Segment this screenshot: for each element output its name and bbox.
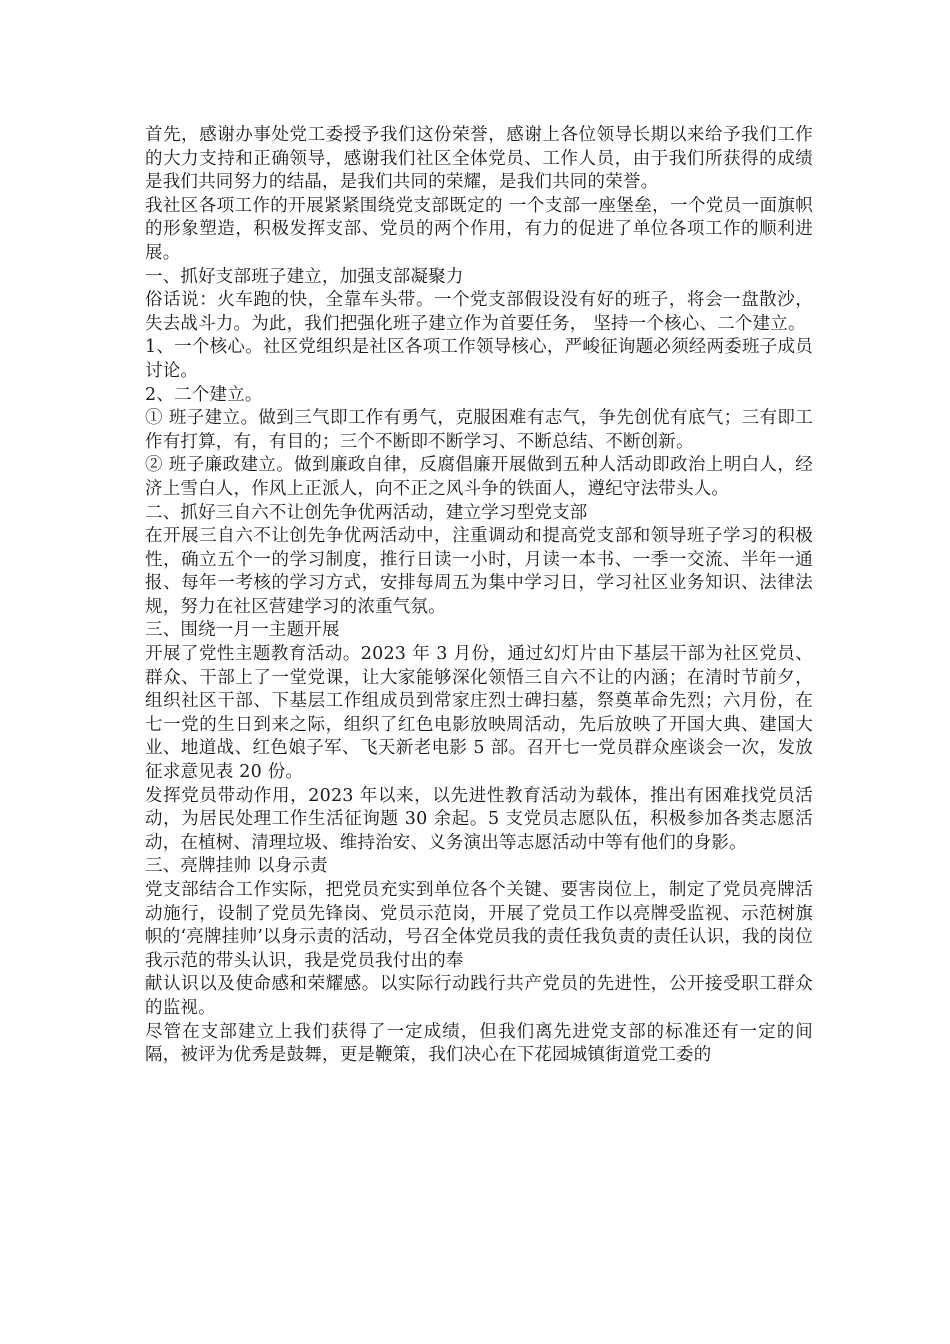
section-heading-3: 三、围绕一月一主题开展 <box>145 620 340 641</box>
section-heading-1: 一、抓好支部班子建立，加强支部凝聚力 <box>145 266 464 287</box>
paragraph-section-3: 开展了党性主题教育活动。2023 年 3 月份，通过幻灯片由下基层干部为社区党员、群众、干部上了一堂党课，让大家能够深化领悟三自六不让的内涵；在清时节前夕，组织社区干部、下基层工作组成员到常家庄烈士碑扫墓，祭奠革命先烈；六月份，在七一党的生日到来之际，组织了红色电影放映周活动，先后放映了开国大典、建国大业、地道战、红色娘子军、飞天新老电影 5 部。召开七一党员群众座谈会一次，发放征求意见表 20 份。 <box>145 644 813 783</box>
section-heading-4: 三、亮牌挂帅 以身示责 <box>145 856 328 877</box>
paragraph-conclusion: 尽管在支部建立上我们获得了一定成绩，但我们离先进党支部的标准还有一定的间隔，被评为优秀是鼓舞，更是鞭策，我们决心在下花园城镇街道党工委的 <box>145 1021 813 1066</box>
paragraph-section-1: 俗话说：火车跑的快，全靠车头带。一个党支部假设没有好的班子，将会一盘散沙，失去战斗力。为此，我们把强化班子建立作为首要任务， 坚持一个核心、二个建立。 <box>145 290 813 334</box>
paragraph-two-builds: 2、二个建立。 <box>145 384 263 405</box>
paragraph-section-4: 党支部结合工作实际，把党员充实到单位各个关键、要害岗位上，制定了党员亮牌活动施行，设制了党员先锋岗、党员示范岗，开展了党员工作以亮牌受监视、示范树旗帜的‘亮牌挂帅’以身示责的活动，号召全体党员我的责任我负责的责任认识，我的岗位我示范的带头认识，我是党员我付出的奉 <box>145 880 813 971</box>
paragraph-integrity-building: ② 班子廉政建立。做到廉政自律，反腐倡廉开展做到五种人活动即政治上明白人，经济上雪白人，作风上正派人，向不正之风斗争的铁面人，遵纪守法带头人。 <box>145 455 813 499</box>
paragraph-section-4-cont: 献认识以及使命感和荣耀感。以实际行动践行共产党员的先进性，公开接受职工群众的监视。 <box>145 974 813 1018</box>
section-heading-2: 二、抓好三自六不让创先争优两活动，建立学习型党支部 <box>145 502 588 523</box>
paragraph-section-2: 在开展三自六不让创先争优两活动中，注重调动和提高党支部和领导班子学习的积极性，确立五个一的学习制度，推行日读一小时，月读一本书、一季一交流、半年一通报、每年一考核的学习方式，安排每周五为集中学习日，学习社区业务知识、法律法规，努力在社区营建学习的浓重气氛。 <box>145 526 813 617</box>
document-body <box>145 124 813 1068</box>
paragraph-one-core: 1、一个核心。社区党组织是社区各项工作领导核心，严峻征询题必须经两委班子成员讨论。 <box>145 337 813 381</box>
paragraph-thanks: 首先，感谢办事处党工委授予我们这份荣誉，感谢上各位领导长期以来给予我们工作的大力支持和正确领导，感谢我们社区全体党员、工作人员，由于我们所获得的成绩是我们共同努力的结晶，是我们共同的荣耀，是我们共同的荣誉。 <box>145 125 813 193</box>
paragraph-member-role: 发挥党员带动作用，2023 年以来，以先进性教育活动为载体，推出有困难找党员活动，为居民处理工作生活征询题 30 余起。5 支党员志愿队伍，积极参加各类志愿活动，在植树、清理垃圾、维持治安、义务演出等志愿活动中等有他们的身影。 <box>145 785 813 853</box>
paragraph-team-building: ① 班子建立。做到三气即工作有勇气，克服困难有志气，争先创优有底气；三有即工作有打算，有，有目的；三个不断即不断学习、不断总结、不断创新。 <box>145 408 813 452</box>
paragraph-intro: 我社区各项工作的开展紧紧围绕党支部既定的 一个支部一座堡垒，一个党员一面旗帜的形象塑造，积极发挥支部、党员的两个作用，有力的促进了单位各项工作的顺利进展。 <box>145 195 813 263</box>
